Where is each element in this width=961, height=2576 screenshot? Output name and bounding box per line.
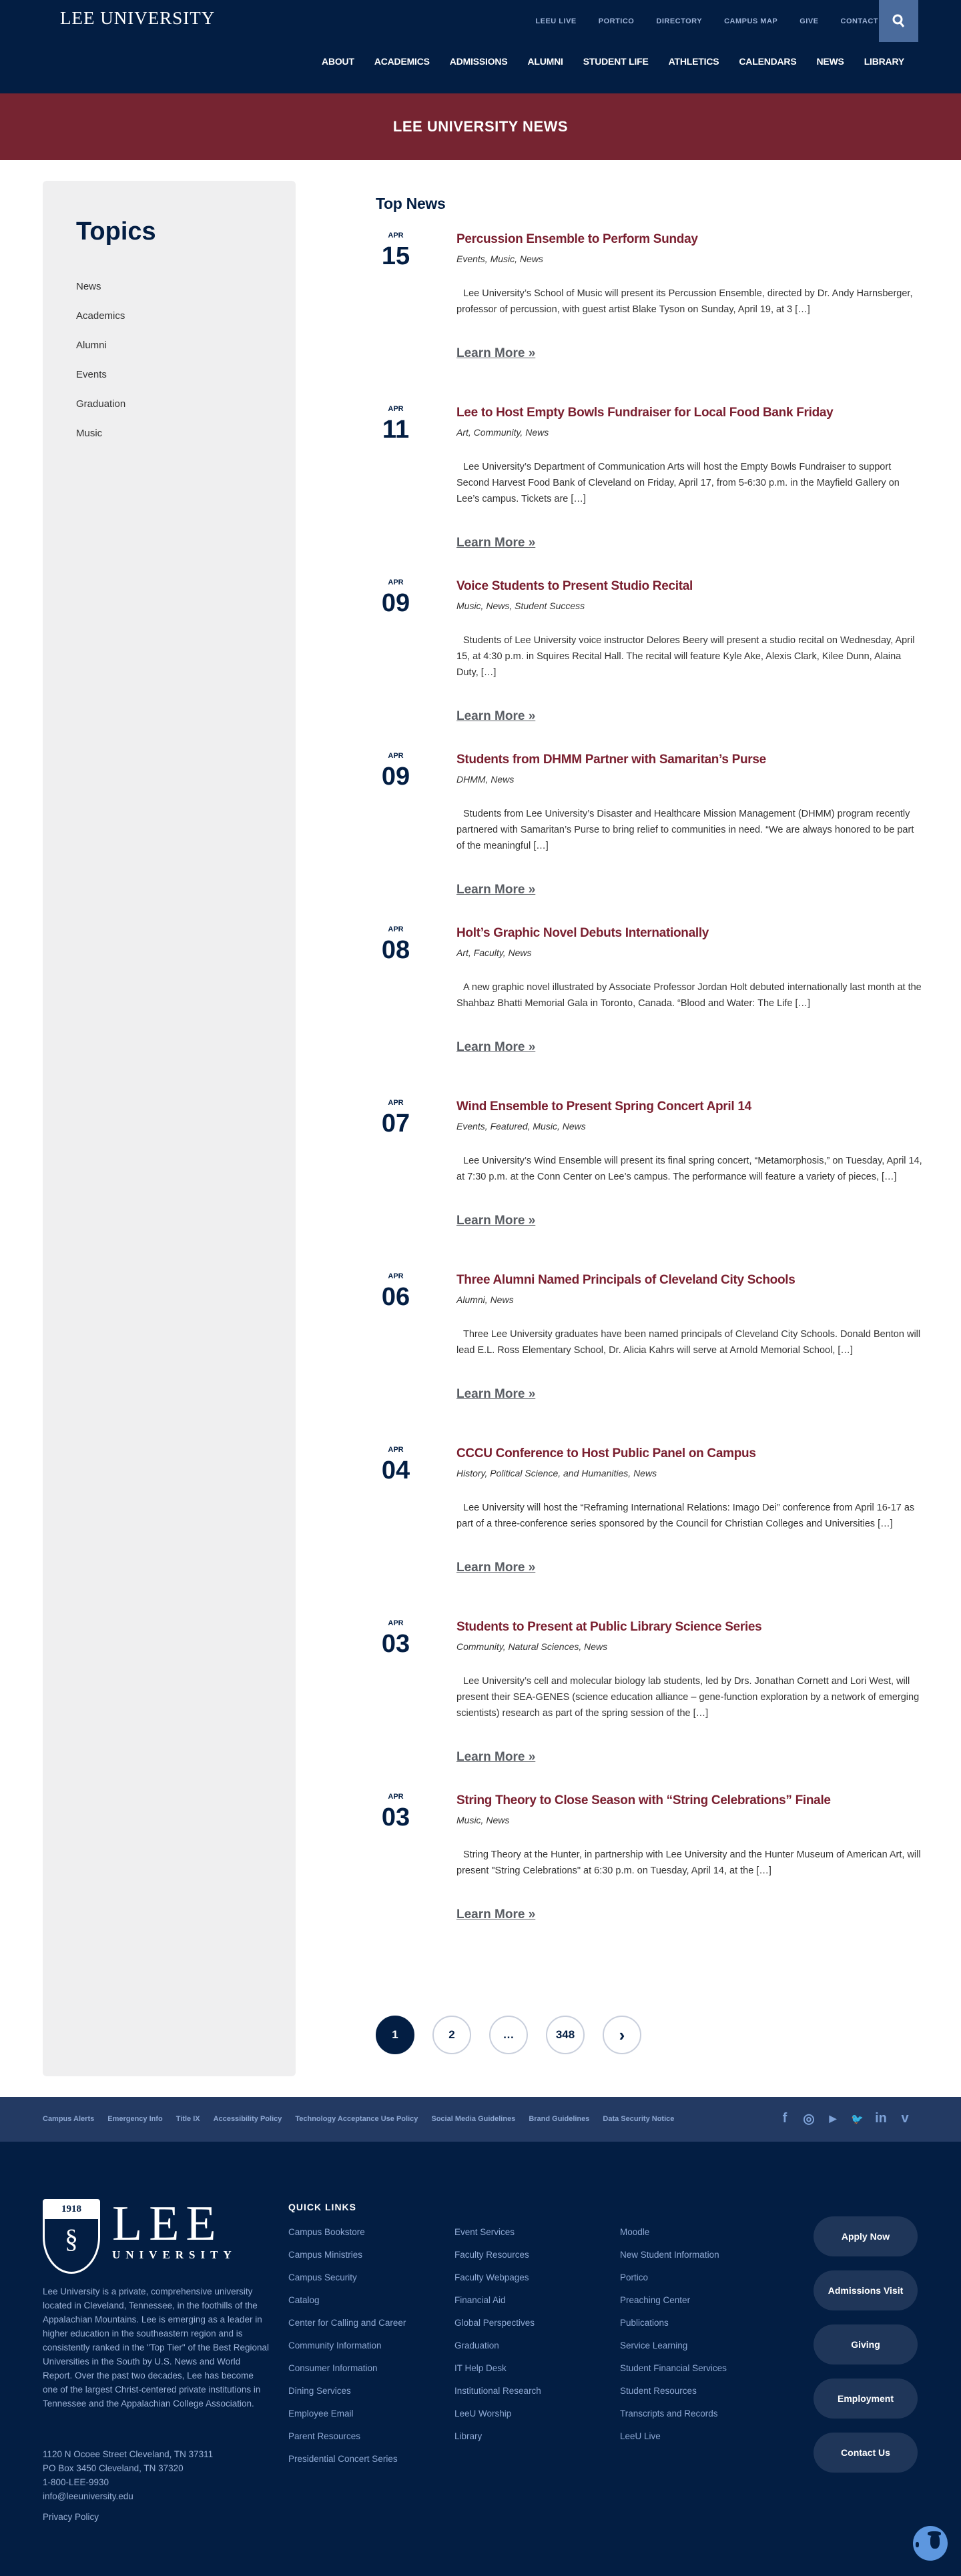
news-article: [376, 1618, 923, 1767]
footer-contact: [43, 2447, 213, 2503]
date-day: 06: [381, 1283, 410, 1311]
logo-text: LEE UNIVERSITY: [60, 8, 216, 28]
page-2-button[interactable]: 2: [432, 2016, 471, 2054]
footer-cta-button[interactable]: Giving: [814, 2324, 918, 2365]
twitter-icon[interactable]: 🐦: [851, 2113, 864, 2125]
site-logo[interactable]: [60, 8, 215, 29]
news-article: [376, 577, 923, 726]
quick-link[interactable]: Center for Calling and Career: [288, 2318, 406, 2328]
learn-more-link[interactable]: Learn More »: [456, 536, 536, 550]
utility-link[interactable]: GIVE: [799, 17, 819, 25]
news-article: [376, 1444, 923, 1593]
footer-about: Lee University is a private, comprehensive university located in Cleveland, Tennessee, in the foothills of the Appalachian Mountains. Lee is emerging as a leader in higher education in the southeastern region and is consistently ranked in the "Top Tier" of the Best Regional Universities in the South by U.S. News and World Report. Over the past two decades, Lee has become one of the largest Christ-centered private institutions in Tennessee and the Appalachian College Association.: [43, 2286, 270, 2409]
news-article: [376, 404, 923, 552]
article-date: [376, 751, 416, 791]
article-title-link[interactable]: Wind Ensemble to Present Spring Concert April 14: [456, 1100, 751, 1114]
article-title-link[interactable]: CCCU Conference to Host Public Panel on Campus: [456, 1446, 756, 1460]
quick-link[interactable]: LeeU Live: [620, 2431, 661, 2441]
learn-more-link[interactable]: Learn More »: [456, 883, 536, 897]
news-article: [376, 1271, 923, 1420]
crest-year: 1918: [45, 2201, 98, 2219]
vimeo-icon[interactable]: v: [901, 2111, 909, 2126]
footer-policy-link[interactable]: Social Media Guidelines: [431, 2115, 516, 2123]
quick-link[interactable]: Employee Email: [288, 2409, 354, 2419]
search-button[interactable]: [879, 0, 918, 42]
article-excerpt: Lee University’s Wind Ensemble will present its final spring concert, “Metamorphosis,” on Tuesday, April 14, at 7:30 p.m. at the Conn Center on Lee’s campus. The performance will feature a variety of pieces, […]: [456, 1156, 922, 1182]
quick-link[interactable]: Student Financial Services: [620, 2363, 727, 2373]
quick-link[interactable]: Campus Bookstore: [288, 2227, 365, 2237]
main-nav-item[interactable]: LIBRARY: [864, 56, 904, 67]
news-article: [376, 1791, 923, 1940]
date-day: 08: [381, 936, 410, 964]
main-nav-item[interactable]: ADMISSIONS: [449, 56, 508, 67]
footer-cta-button[interactable]: Employment: [814, 2379, 918, 2419]
quick-link[interactable]: Transcripts and Records: [620, 2409, 718, 2419]
footer-policy-link[interactable]: Accessibility Policy: [213, 2115, 282, 2123]
sidebar-topic-link[interactable]: Music: [76, 428, 103, 439]
article-categories: Alumni, News: [456, 1294, 514, 1305]
learn-more-link[interactable]: Learn More »: [456, 346, 536, 360]
date-month: APR: [388, 925, 404, 933]
site-header: [0, 0, 961, 93]
main-nav-item[interactable]: ATHLETICS: [668, 56, 719, 67]
utility-link[interactable]: CAMPUS MAP: [724, 17, 778, 25]
section-heading: Top News: [376, 195, 446, 212]
quick-link[interactable]: Community Information: [288, 2340, 382, 2350]
chevron-right-icon: ›: [619, 2024, 625, 2045]
quick-link[interactable]: Preaching Center: [620, 2295, 691, 2305]
article-date: [376, 404, 416, 444]
quick-link[interactable]: Campus Ministries: [288, 2250, 363, 2260]
footer-utility-bar: [0, 2097, 961, 2142]
search-icon: [892, 14, 906, 29]
article-excerpt: Lee University’s Department of Communication Arts will host the Empty Bowls Fundraiser to support Second Harvest Food Bank of Cleveland on Friday, April 17, from 5-6:30 p.m. in the Mayfield Gallery on Lee’s campus. Tickets are […]: [456, 462, 900, 504]
article-title-link[interactable]: Percussion Ensemble to Perform Sunday: [456, 232, 698, 246]
date-month: APR: [388, 405, 404, 413]
article-date: [376, 1618, 416, 1659]
privacy-policy-link[interactable]: Privacy Policy: [43, 2512, 99, 2522]
contact-line: PO Box 3450 Cleveland, TN 37320: [43, 2463, 184, 2473]
main-nav-item[interactable]: ACADEMICS: [374, 56, 430, 67]
article-date: [376, 1791, 416, 1832]
logo-name: LEE: [112, 2196, 223, 2251]
page-banner: [0, 93, 961, 160]
utility-link[interactable]: CONTACT: [840, 17, 878, 25]
news-article: [376, 751, 923, 899]
footer-cta-button[interactable]: Admissions Visit: [814, 2270, 918, 2310]
article-categories: History, Political Science, and Humanities, News: [456, 1468, 657, 1478]
utility-link[interactable]: DIRECTORY: [656, 17, 703, 25]
main-nav-item[interactable]: STUDENT LIFE: [583, 56, 649, 67]
quick-link[interactable]: Global Perspectives: [454, 2318, 535, 2328]
learn-more-link[interactable]: Learn More »: [456, 1040, 536, 1054]
article-categories: Community, Natural Sciences, News: [456, 1641, 608, 1652]
date-day: 04: [381, 1456, 410, 1484]
date-month: APR: [388, 1446, 404, 1454]
footer-policy-link[interactable]: Brand Guidelines: [529, 2115, 590, 2123]
learn-more-link[interactable]: Learn More »: [456, 709, 536, 723]
quick-link[interactable]: Graduation: [454, 2340, 499, 2350]
main-nav-item[interactable]: ABOUT: [322, 56, 354, 67]
footer-cta-button[interactable]: Contact Us: [814, 2433, 918, 2473]
main-nav: [322, 56, 904, 67]
quick-link[interactable]: Catalog: [288, 2295, 320, 2305]
quick-link[interactable]: Consumer Information: [288, 2363, 378, 2373]
date-month: APR: [388, 578, 404, 586]
date-day: 15: [381, 242, 410, 270]
utility-nav: [535, 17, 878, 25]
article-title-link[interactable]: Three Alumni Named Principals of Cleveland City Schools: [456, 1273, 795, 1287]
contact-line: info@leeuniversity.edu: [43, 2491, 133, 2501]
news-article: [376, 1098, 923, 1246]
news-article: [376, 924, 923, 1073]
article-excerpt: Lee University’s School of Music will present its Percussion Ensemble, directed by Dr. Andy Harnsberger, professor of percussion, with guest artist Blake Tyson on Sunday, April 19, at 3 […]: [456, 288, 913, 315]
learn-more-link[interactable]: Learn More »: [456, 1907, 536, 1921]
quick-link[interactable]: New Student Information: [620, 2250, 719, 2260]
sidebar-topic-link[interactable]: News: [76, 281, 101, 292]
crest-icon: 1918 §: [43, 2199, 100, 2274]
quick-link[interactable]: Parent Resources: [288, 2431, 361, 2441]
linkedin-icon[interactable]: in: [875, 2111, 887, 2126]
quick-link[interactable]: Campus Security: [288, 2272, 357, 2282]
social-links: [779, 2110, 911, 2127]
footer-logo[interactable]: [43, 2196, 237, 2274]
date-month: APR: [388, 752, 404, 760]
date-month: APR: [388, 1099, 404, 1107]
date-day: 03: [381, 1803, 410, 1831]
article-date: [376, 924, 416, 965]
quick-link[interactable]: Student Resources: [620, 2386, 697, 2396]
date-day: 11: [382, 416, 410, 444]
sidebar-topic-link[interactable]: Alumni: [76, 340, 107, 351]
footer-policy-link[interactable]: Data Security Notice: [603, 2115, 675, 2123]
quick-link[interactable]: Presidential Concert Series: [288, 2454, 398, 2464]
utility-link[interactable]: PORTICO: [598, 17, 635, 25]
sidebar-title: Topics: [76, 218, 156, 246]
quick-link[interactable]: Institutional Research: [454, 2386, 541, 2396]
footer-cta-button[interactable]: Apply Now: [814, 2216, 918, 2256]
instagram-icon[interactable]: ◎: [803, 2112, 815, 2126]
page-title: LEE UNIVERSITY NEWS: [392, 118, 569, 135]
learn-more-link[interactable]: Learn More »: [456, 1561, 536, 1575]
article-title-link[interactable]: Students from DHMM Partner with Samaritan’s Purse: [456, 753, 766, 767]
article-title-link[interactable]: String Theory to Close Season with “String Celebrations” Finale: [456, 1793, 831, 1807]
youtube-icon[interactable]: ▶: [829, 2113, 837, 2124]
article-title-link[interactable]: Voice Students to Present Studio Recital: [456, 579, 693, 593]
article-categories: Art, Community, News: [456, 427, 549, 438]
article-excerpt: Three Lee University graduates have been named principals of Cleveland City Schools. Donald Benton will lead E.L. Ross Elementary School, Dr. Alicia Kahrs will serve at Arnold Memorial School, […]: [456, 1329, 921, 1356]
page-ellipsis: …: [489, 2016, 528, 2054]
sidebar-topic-link[interactable]: Academics: [76, 310, 125, 322]
article-categories: DHMM, News: [456, 774, 515, 785]
article-categories: Events, Music, News: [456, 254, 543, 264]
page-last-button[interactable]: 348: [546, 2016, 585, 2054]
article-excerpt: Lee University will host the “Reframing International Relations: Imago Dei” conference from April 16-17 as part of a three-conference series sponsored by the Council for Christian Colleges and Universities […]: [456, 1502, 915, 1529]
quick-links-title: QUICK LINKS: [288, 2202, 356, 2212]
learn-more-link[interactable]: Learn More »: [456, 1387, 536, 1401]
footer-policy-link[interactable]: Emergency Info: [107, 2115, 163, 2123]
main-nav-item[interactable]: CALENDARS: [739, 56, 797, 67]
article-date: [376, 577, 416, 618]
learn-more-link[interactable]: Learn More »: [456, 1750, 536, 1764]
article-categories: Events, Featured, Music, News: [456, 1121, 586, 1132]
next-page-button[interactable]: [603, 2016, 641, 2054]
sidebar-topic-link[interactable]: Graduation: [76, 398, 126, 410]
quick-link[interactable]: IT Help Desk: [454, 2363, 507, 2373]
date-month: APR: [388, 232, 404, 240]
main-nav-item[interactable]: NEWS: [816, 56, 844, 67]
article-excerpt: String Theory at the Hunter, in partnership with Lee University and the Hunter Museum of American Art, will present "String Celebrations" at 6:30 p.m. on Tuesday, April 14, at the […]: [456, 1849, 921, 1876]
article-title-link[interactable]: Holt’s Graphic Novel Debuts Internationally: [456, 926, 709, 940]
date-day: 09: [381, 589, 410, 617]
quick-link[interactable]: LeeU Worship: [454, 2409, 512, 2419]
article-categories: Art, Faculty, News: [456, 947, 532, 958]
article-title-link[interactable]: Students to Present at Public Library Science Series: [456, 1620, 762, 1634]
article-date: [376, 230, 416, 271]
news-article: [376, 230, 923, 379]
quick-link[interactable]: Library: [454, 2431, 483, 2441]
date-day: 09: [381, 763, 410, 791]
main-nav-item[interactable]: ALUMNI: [527, 56, 563, 67]
quick-link[interactable]: Financial Aid: [454, 2295, 506, 2305]
contact-line: 1120 N Ocoee Street Cleveland, TN 37311: [43, 2449, 214, 2459]
article-excerpt: A new graphic novel illustrated by Associate Professor Jordan Holt debuted internationally last month at the Shahbaz Bhatti Memorial Gala in Toronto, Canada. “Blood and Water: The Life […]: [456, 982, 922, 1009]
page-1-button[interactable]: 1: [376, 2016, 414, 2054]
quick-link[interactable]: Dining Services: [288, 2386, 351, 2396]
date-month: APR: [388, 1793, 404, 1801]
date-day: 03: [381, 1630, 410, 1658]
quick-link[interactable]: Moodle: [620, 2227, 650, 2237]
facebook-icon[interactable]: f: [782, 2111, 787, 2126]
footer-policy-link[interactable]: Technology Acceptance Use Policy: [295, 2115, 418, 2123]
pagination: [376, 2016, 641, 2054]
quick-link[interactable]: Publications: [620, 2318, 669, 2328]
learn-more-link[interactable]: Learn More »: [456, 1214, 536, 1228]
quick-link[interactable]: Service Learning: [620, 2340, 688, 2350]
quick-link[interactable]: Event Services: [454, 2227, 515, 2237]
date-day: 07: [381, 1110, 410, 1138]
date-month: APR: [388, 1619, 404, 1627]
contact-line: 1-800-LEE-9930: [43, 2477, 109, 2487]
footer-policy-link[interactable]: Title IX: [176, 2115, 200, 2123]
utility-link[interactable]: LEEU LIVE: [535, 17, 577, 25]
article-date: [376, 1444, 416, 1485]
article-title-link[interactable]: Lee to Host Empty Bowls Fundraiser for Local Food Bank Friday: [456, 406, 834, 420]
article-excerpt: Lee University’s cell and molecular biology lab students, led by Drs. Jonathan Cornett and Lori West, will present their SEA-GENES (science education alliance – gene-function exploration by a network of emerging scientists) research as part of the spring session of the […]: [456, 1676, 920, 1719]
article-date: [376, 1271, 416, 1312]
globe-icon[interactable]: [913, 2526, 948, 2561]
article-categories: Music, News: [456, 1815, 510, 1825]
topics-sidebar: [43, 181, 296, 2076]
footer-policy-link[interactable]: Campus Alerts: [43, 2115, 95, 2123]
article-categories: Music, News, Student Success: [456, 600, 585, 611]
quick-link[interactable]: Faculty Resources: [454, 2250, 529, 2260]
quick-link[interactable]: Portico: [620, 2272, 649, 2282]
logo-sub: UNIVERSITY: [112, 2248, 237, 2261]
news-list: [376, 195, 923, 1965]
date-month: APR: [388, 1272, 404, 1280]
article-excerpt: Students of Lee University voice instructor Delores Beery will present a studio recital on Wednesday, April 15, at 4:30 p.m. in Squires Recital Hall. The recital will feature Kyle Ake, Alexis Clark, Kilee Dunn, Alaina Duty, […]: [456, 635, 915, 678]
article-date: [376, 1098, 416, 1138]
sidebar-topic-link[interactable]: Events: [76, 369, 107, 380]
quick-link[interactable]: Faculty Webpages: [454, 2272, 529, 2282]
article-excerpt: Students from Lee University’s Disaster and Healthcare Mission Management (DHMM) program recently partnered with Samaritan’s Purse to bring relief to communities in need. “We are always honored to be part of the meaningful […]: [456, 809, 914, 851]
site-footer: [0, 2142, 961, 2576]
